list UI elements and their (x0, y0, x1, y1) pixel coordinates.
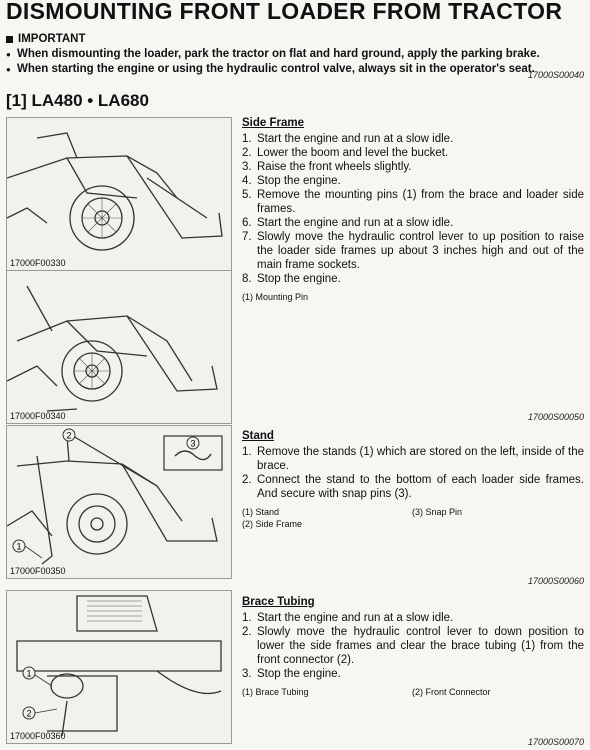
legend-item: (3) Snap Pin (412, 507, 463, 517)
brace-tubing-section (242, 596, 584, 697)
callout-3: 3 (190, 438, 196, 449)
step: 6. Start the engine and run at a slow idle. (242, 217, 454, 229)
brace-tubing-steps (242, 611, 584, 681)
side-frame-heading: Side Frame (242, 117, 304, 129)
legend-item: (1) Mounting Pin (242, 292, 309, 302)
step: 3. Stop the engine. (242, 668, 341, 680)
figure-tractor-side-frame (6, 117, 232, 271)
side-frame-steps (242, 132, 584, 286)
step: 1. Remove the stands (1) which are stored on the left, inside of the brace. (242, 446, 584, 472)
step: 5. Remove the mounting pins (1) from the brace and loader side frames. (242, 189, 584, 215)
step: 7. Slowly move the hydraulic control lever to up position to raise the loader side frames up about 3 inches high and out of the main frame sockets. (242, 231, 584, 271)
stand-section (242, 430, 584, 529)
ref-code-important: 17000S00040 (527, 70, 584, 80)
section-title: [1] LA480 • LA680 (6, 91, 149, 110)
figure-id: 17000F00350 (10, 566, 66, 576)
tractor-loader-illustration-2 (7, 271, 231, 423)
callout-1: 1 (16, 541, 22, 552)
legend-item: (1) Brace Tubing (242, 687, 309, 697)
brace-tubing-illustration (7, 591, 231, 743)
ref-code-brace-tubing: 17000S00070 (527, 737, 584, 747)
figure-id: 17000F00330 (10, 258, 66, 268)
callout-2: 2 (66, 430, 72, 441)
brace-tubing-heading: Brace Tubing (242, 596, 315, 608)
legend-item: (2) Side Frame (242, 519, 303, 529)
step: 4. Stop the engine. (242, 175, 341, 187)
legend-item: (1) Stand (242, 507, 280, 517)
important-notice (6, 33, 586, 77)
important-item: ● When starting the engine or using the hydraulic control valve, always sit in the operator's seat. (6, 62, 586, 77)
tractor-stand-illustration (7, 426, 231, 578)
callout-2: 2 (26, 708, 32, 719)
ref-code-side-frame: 17000S00050 (527, 412, 584, 422)
tractor-loader-illustration-1 (7, 118, 231, 270)
step: 1. Start the engine and run at a slow idle. (242, 133, 454, 145)
side-frame-legend (242, 292, 584, 302)
step: 3. Raise the front wheels slightly. (242, 161, 412, 173)
ref-code-stand: 17000S00060 (527, 576, 584, 586)
page-title: DISMOUNTING FRONT LOADER FROM TRACTOR (6, 0, 563, 24)
callout-1: 1 (26, 668, 32, 679)
step: 1. Start the engine and run at a slow idle. (242, 612, 454, 624)
brace-tubing-legend (242, 687, 584, 697)
legend-item: (2) Front Connector (412, 687, 491, 697)
figure-id: 17000F00360 (10, 731, 66, 741)
square-bullet-icon (6, 36, 13, 43)
stand-steps (242, 445, 584, 501)
step: 2. Connect the stand to the bottom of each loader side frames. And secure with snap pins (3). (242, 474, 584, 500)
important-item: ● When dismounting the loader, park the tractor on flat and hard ground, apply the parking brake. (6, 47, 586, 62)
stand-heading: Stand (242, 430, 274, 442)
figure-brace-tubing (6, 590, 232, 744)
figure-tractor-raised-frame (6, 270, 232, 424)
figure-id: 17000F00340 (10, 411, 66, 421)
important-heading: IMPORTANT (18, 33, 86, 45)
step: 8. Stop the engine. (242, 273, 341, 285)
stand-legend (242, 507, 584, 529)
step: 2. Lower the boom and level the bucket. (242, 147, 449, 159)
step: 2. Slowly move the hydraulic control lever to down position to lower the side frames and clear the brace tubing (1) from the front connector (2). (242, 626, 584, 666)
figure-stand (6, 425, 232, 579)
important-list (6, 47, 586, 77)
important-heading-row (6, 33, 586, 45)
side-frame-section (242, 117, 584, 302)
